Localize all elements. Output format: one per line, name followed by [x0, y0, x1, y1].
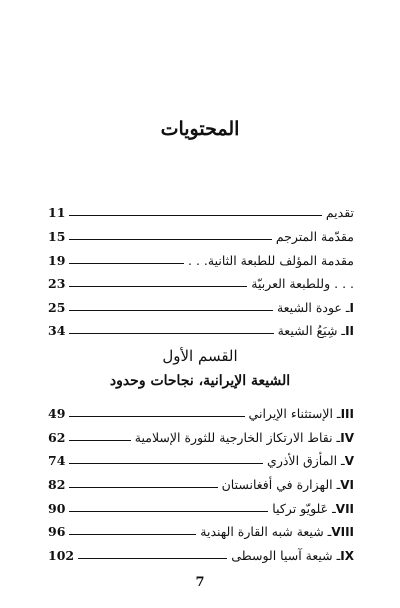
- toc-entry-page: 90: [48, 501, 66, 516]
- toc-entry-page: 25: [48, 300, 66, 315]
- section-subtitle: الشيعة الإيرانية، نجاحات وحدود: [109, 373, 291, 389]
- toc-leader-line: [69, 463, 263, 464]
- toc-entry-number: VII: [335, 502, 354, 516]
- toc-leader-line: [69, 333, 273, 334]
- toc-entry-number: VI: [340, 478, 354, 492]
- page-number: 7: [195, 575, 205, 590]
- toc-entry-title: تقديم: [325, 205, 354, 220]
- toc-entry-page: 102: [48, 548, 75, 563]
- toc-leader-line: [69, 440, 130, 441]
- toc-leader-line: [69, 416, 244, 417]
- toc-entry-chapter-v[interactable]: [48, 450, 358, 468]
- toc-entry-title: ـ نقاط الارتكاز الخارجية للثورة الإسلامية: [134, 430, 341, 445]
- toc-entry-page: 11: [48, 205, 66, 220]
- toc-entry-chapter-ii[interactable]: [48, 320, 358, 338]
- toc-entry-number: V: [344, 454, 354, 468]
- toc-entry-chapter-iv[interactable]: [48, 427, 358, 445]
- toc-entry-number: I: [349, 301, 354, 315]
- toc-entry-chapter-vii[interactable]: [48, 498, 358, 516]
- toc-entry-title: ـ شيعة آسيا الوسطى: [231, 548, 341, 563]
- toc-entry-title: مقدّمة المترجم: [275, 229, 354, 244]
- toc-leader-line: [69, 487, 217, 488]
- toc-entry-author-preface-second-edition[interactable]: [48, 250, 358, 268]
- toc-entry-title: ـ شيعة شبه القارة الهندية: [200, 524, 332, 539]
- toc-leader-line: [69, 286, 247, 287]
- page-title: المحتويات: [160, 118, 240, 140]
- toc-entry-foreword[interactable]: [48, 202, 358, 220]
- toc-leader-line: [69, 239, 271, 240]
- toc-entry-page: 34: [48, 323, 66, 338]
- toc-leader-line: [78, 558, 227, 559]
- toc-entry-page: 15: [48, 229, 66, 244]
- toc-entry-number: IX: [340, 549, 354, 563]
- toc-entry-title: ـ الإستثناء الإيراني: [248, 406, 341, 421]
- toc-entry-title: ـ عَلويّو تركيا: [272, 501, 336, 516]
- toc-entry-number: II: [345, 324, 354, 338]
- toc-entry-title: مقدمة المؤلف للطبعة الثانية. . .: [188, 253, 354, 268]
- toc-leader-line: [69, 263, 184, 264]
- toc-entry-chapter-vi[interactable]: [48, 474, 358, 492]
- toc-entry-page: 23: [48, 276, 66, 291]
- toc-entry-number: VIII: [331, 525, 354, 539]
- toc-entry-chapter-ix[interactable]: [48, 545, 358, 563]
- toc-entry-number: IV: [340, 431, 354, 445]
- toc-entry-title: . . . وللطبعة العربيّة: [251, 276, 354, 291]
- toc-entry-title: ـ الهزارة في أفغانستان: [221, 477, 341, 492]
- toc-entry-chapter-viii[interactable]: [48, 521, 358, 539]
- toc-leader-line: [69, 215, 321, 216]
- toc-entry-number: III: [340, 407, 354, 421]
- toc-entry-page: 19: [48, 253, 66, 268]
- toc-entry-title: ـ المأزق الأذري: [267, 453, 345, 468]
- toc-leader-line: [69, 511, 268, 512]
- section-heading: القسم الأول: [162, 347, 238, 365]
- toc-leader-line: [69, 534, 196, 535]
- toc-entry-page: 82: [48, 477, 66, 492]
- toc-entry-title: ـ شِيَعُ الشيعة: [277, 323, 346, 338]
- toc-entry-chapter-iii[interactable]: [48, 403, 358, 421]
- toc-entry-page: 62: [48, 430, 66, 445]
- toc-entry-page: 74: [48, 453, 66, 468]
- toc-entry-title: ـ عودة الشيعة: [276, 300, 350, 315]
- toc-leader-line: [69, 310, 273, 311]
- toc-entry-chapter-i[interactable]: [48, 297, 358, 315]
- toc-entry-page: 96: [48, 524, 66, 539]
- toc-entry-translator-preface[interactable]: [48, 226, 358, 244]
- toc-entry-arabic-edition[interactable]: [48, 273, 358, 291]
- toc-entry-page: 49: [48, 406, 66, 421]
